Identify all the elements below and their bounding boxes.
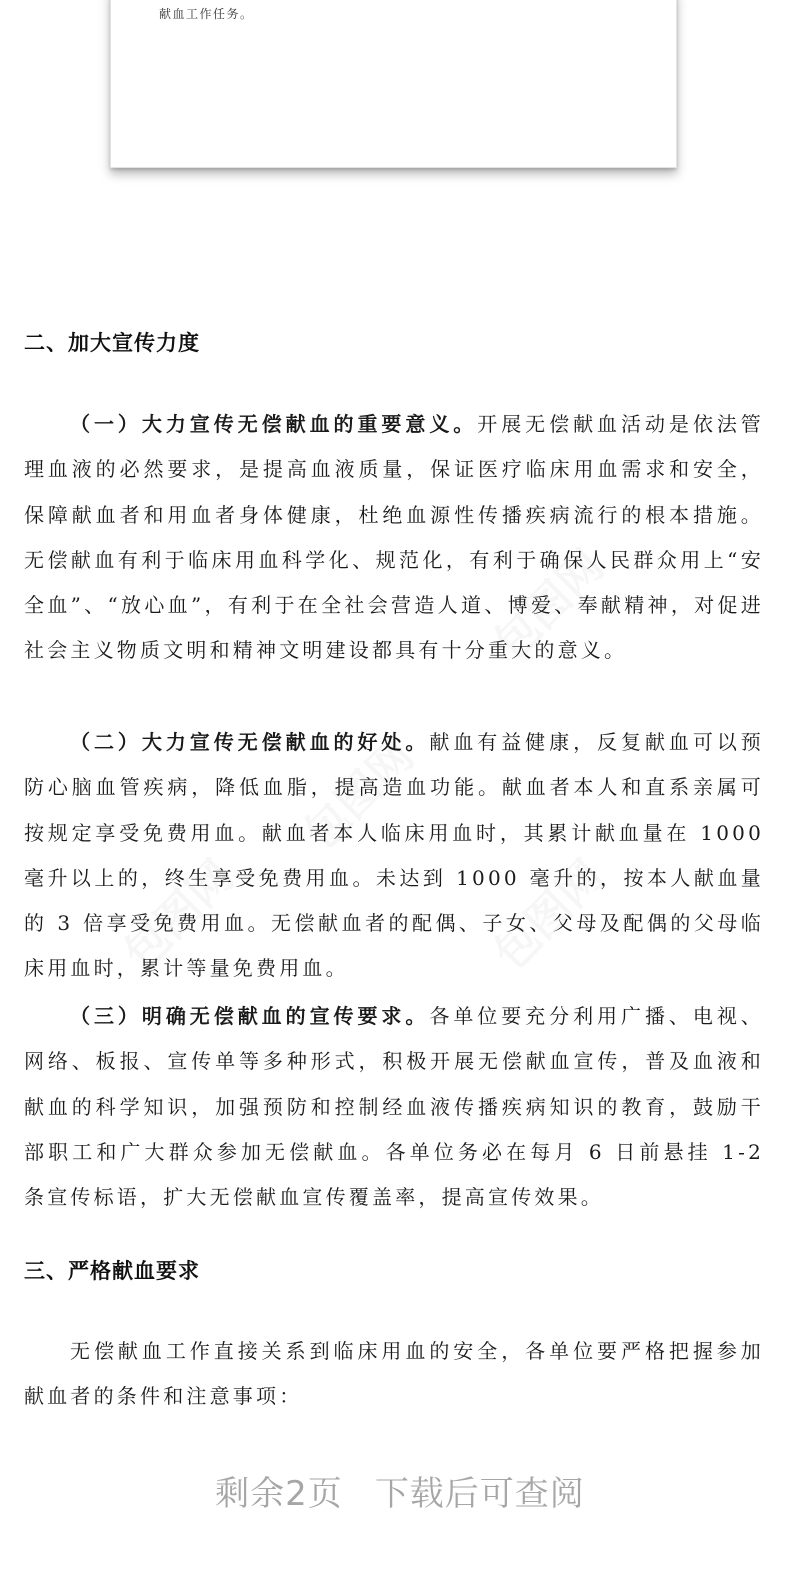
paragraph-body: 开展无偿献血活动是依法管理血液的必然要求，是提高血液质量，保证医疗临床用血需求和安全，保障献血者和用血者身体健康，杜绝血源性传播疾病流行的根本措施。无偿献血有利于临床用血科学化、规范化，有利于确保人民群众用上“安全血”、“放心血”，有利于在全社会营造人道、博爱、奉献精神，对促进社会主义物质文明和精神文明建设都具有十分重大的意义。 xyxy=(24,412,764,663)
paragraph-significance xyxy=(24,402,764,674)
paragraph-requirements xyxy=(24,994,764,1220)
download-to-view-label: 下载后可查阅 xyxy=(374,1474,585,1514)
download-prompt[interactable] xyxy=(0,1466,800,1515)
paragraph-body: 各单位要充分利用广播、电视、网络、板报、宣传单等多种形式，积极开展无偿献血宣传，普及血液和献血的科学知识，加强预防和控制经血液传播疾病知识的教育，鼓励干部职工和广大群众参加无偿献血。各单位务必在每月 6 日前悬挂 1-2 条宣传标语，扩大无偿献血宣传覆盖率，提高宣传效果。 xyxy=(24,1004,764,1210)
paragraph-lead: （二）大力宣传无偿献血的好处。 xyxy=(70,730,430,754)
previous-page-card xyxy=(110,0,677,168)
previous-page-text: 献血工作任务。 xyxy=(159,7,254,21)
paragraph-lead: （三）明确无偿献血的宣传要求。 xyxy=(70,1004,430,1028)
paragraph-benefits xyxy=(24,720,764,992)
remaining-pages-label: 剩余2页 xyxy=(215,1474,343,1514)
paragraph-lead: （一）大力宣传无偿献血的重要意义。 xyxy=(70,412,478,436)
section-heading-2: 二、加大宣传力度 xyxy=(24,331,200,355)
paragraph-donation-conditions: 无偿献血工作直接关系到临床用血的安全，各单位要严格把握参加献血者的条件和注意事项： xyxy=(24,1339,764,1409)
section-heading-3: 三、严格献血要求 xyxy=(24,1259,200,1283)
paragraph-body: 献血有益健康，反复献血可以预防心脑血管疾病，降低血脂，提高造血功能。献血者本人和直系亲属可按规定享受免费用血。献血者本人临床用血时，其累计献血量在 1000 毫升以上的，终生享受免费用血。未达到 1000 毫升的，按本人献血量的 3 倍享受免费用血。无偿献血者的配偶、子女、父母及配偶的父母临床用血时，累计等量免费用血。 xyxy=(24,730,764,981)
